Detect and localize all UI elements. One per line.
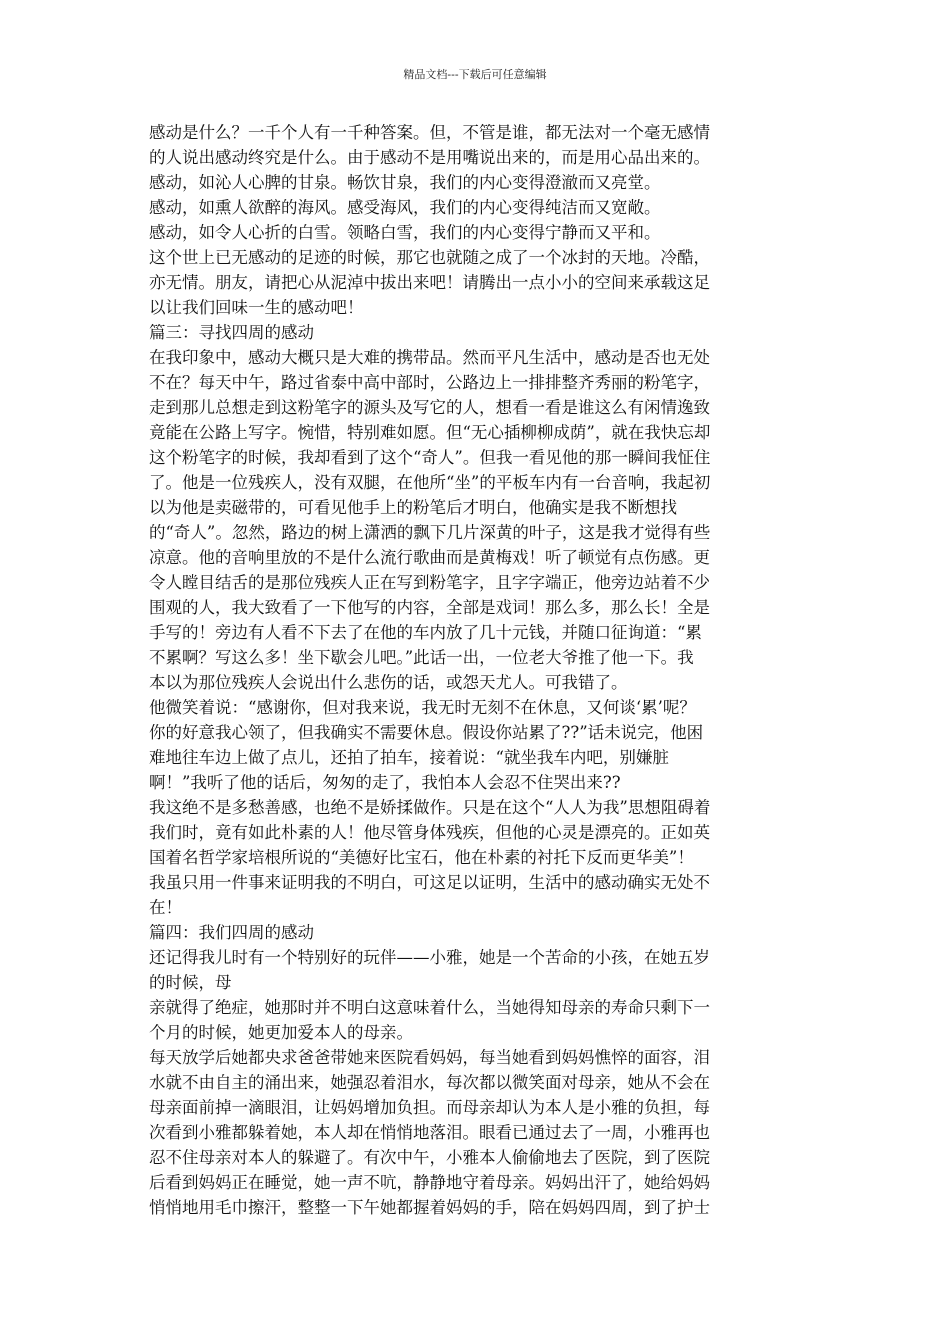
text-line: 的人说出感动终究是什么。由于感动不是用嘴说出来的，而是用心品出来的。 bbox=[149, 148, 710, 167]
text-line: 我虽只用一件事来证明我的不明白，可这足以证明，生活中的感动确实无处不 bbox=[149, 873, 710, 892]
text-line: 还记得我儿时有一个特别好的玩伴——小雅，她是一个苦命的小孩，在她五岁 bbox=[149, 948, 710, 967]
text-line: 在我印象中，感动大概只是大难的携带品。然而平凡生活中，感动是否也无处 bbox=[149, 348, 710, 367]
text-line: 凉意。他的音响里放的不是什么流行歌曲而是黄梅戏！听了顿觉有点伤感。更 bbox=[149, 548, 710, 567]
text-line: 的时候，母 bbox=[149, 973, 232, 992]
text-line: 你的好意我心领了，但我确实不需要休息。假设你站累了??”话未说完，他困 bbox=[149, 723, 704, 742]
text-line: 我这绝不是多愁善感，也绝不是娇揉做作。只是在这个“人人为我”思想阻碍着 bbox=[149, 798, 711, 817]
text-line: 亦无情。朋友，请把心从泥淖中拔出来吧！请腾出一点小小的空间来承载这足 bbox=[149, 273, 710, 292]
text-line: 悄悄地用毛巾擦汗，整整一下午她都握着妈妈的手，陪在妈妈四周，到了护士 bbox=[149, 1198, 710, 1217]
text-line: 不在？每天中午，路过省泰中高中部时，公路边上一排排整齐秀丽的粉笔字， bbox=[149, 373, 710, 392]
text-line: 本以为那位残疾人会说出什么悲伤的话，或怨天尤人。可我错了。 bbox=[149, 673, 628, 692]
text-line: 这个世上已无感动的足迹的时候，那它也就随之成了一个冰封的天地。冷酷， bbox=[149, 248, 710, 267]
text-line: 走到那儿总想走到这粉笔字的源头及写它的人，想看一看是谁这么有闲情逸致 bbox=[149, 398, 710, 417]
document-body bbox=[149, 120, 809, 1220]
text-line: 了。他是一位残疾人，没有双腿，在他所“坐”的平板车内有一台音响，我起初 bbox=[149, 473, 711, 492]
text-line: 感动，如熏人欲醉的海风。感受海风，我们的内心变得纯洁而又宽敞。 bbox=[149, 198, 661, 217]
text-line: 以让我们回味一生的感动吧！ bbox=[149, 298, 364, 317]
text-line: 令人瞠目结舌的是那位残疾人正在写到粉笔字，且字字端正，他旁边站着不少 bbox=[149, 573, 710, 592]
text-line: 国着名哲学家培根所说的“美德好比宝石，他在朴素的衬托下反而更华美”！ bbox=[149, 848, 694, 867]
page-header: 精品文档---下载后可任意编辑 bbox=[403, 68, 547, 81]
text-line: 后看到妈妈正在睡觉，她一声不吭，静静地守着母亲。妈妈出汗了，她给妈妈 bbox=[149, 1173, 710, 1192]
text-line: 个月的时候，她更加爱本人的母亲。 bbox=[149, 1023, 413, 1042]
text-line: 手写的！旁边有人看不下去了在他的车内放了几十元钱，并随口征询道：“累 bbox=[149, 623, 702, 642]
text-line: 以为他是卖磁带的，可看见他手上的粉笔后才明白，他确实是我不断想找 bbox=[149, 498, 677, 517]
section-heading-3: 篇三：寻找四周的感动 bbox=[149, 323, 314, 342]
text-line: 水就不由自主的涌出来，她强忍着泪水，每次都以微笑面对母亲，她从不会在 bbox=[149, 1073, 710, 1092]
text-line: 感动，如沁人心脾的甘泉。畅饮甘泉，我们的内心变得澄澈而又亮堂。 bbox=[149, 173, 661, 192]
text-line: 母亲面前掉一滴眼泪，让妈妈增加负担。而母亲却认为本人是小雅的负担，每 bbox=[149, 1098, 710, 1117]
text-line: 次看到小雅都躲着她，本人却在悄悄地落泪。眼看已通过去了一周，小雅再也 bbox=[149, 1123, 710, 1142]
text-line: 不累啊？写这么多！坐下歇会儿吧。”此话一出，一位老大爷推了他一下。我 bbox=[149, 648, 694, 667]
text-line: 他微笑着说：“感谢你，但对我来说，我无时无刻不在休息，又何谈‘累’呢？ bbox=[149, 698, 696, 717]
text-line: 这个粉笔字的时候，我却看到了这个“奇人”。但我一看见他的那一瞬间我怔住 bbox=[149, 448, 711, 467]
text-line: 感动是什么？一千个人有一千种答案。但，不管是谁，都无法对一个毫无感情 bbox=[149, 123, 710, 142]
text-line: 啊！”我听了他的话后，匆匆的走了，我怕本人会忍不住哭出来?? bbox=[149, 773, 621, 792]
section-heading-4: 篇四：我们四周的感动 bbox=[149, 923, 314, 942]
text-line: 我们时，竟有如此朴素的人！他尽管身体残疾，但他的心灵是漂亮的。正如英 bbox=[149, 823, 710, 842]
text-line: 难地往车边上做了点儿，还拍了拍车，接着说：“就坐我车内吧，别嫌脏 bbox=[149, 748, 669, 767]
text-line: 竟能在公路上写字。惋惜，特别难如愿。但“无心插柳柳成荫”，就在我快忘却 bbox=[149, 423, 711, 442]
text-line: 感动，如令人心折的白雪。领略白雪，我们的内心变得宁静而又平和。 bbox=[149, 223, 661, 242]
text-line: 忍不住母亲对本人的躲避了。有次中午，小雅本人偷偷地去了医院，到了医院 bbox=[149, 1148, 710, 1167]
text-line: 每天放学后她都央求爸爸带她来医院看妈妈，每当她看到妈妈憔悴的面容，泪 bbox=[149, 1048, 710, 1067]
text-line: 围观的人，我大致看了一下他写的内容，全部是戏词！那么多，那么长！全是 bbox=[149, 598, 710, 617]
text-line: 亲就得了绝症，她那时并不明白这意味着什么，当她得知母亲的寿命只剩下一 bbox=[149, 998, 710, 1017]
text-line: 的“奇人”。忽然，路边的树上潇洒的飘下几片深黄的叶子，这是我才觉得有些 bbox=[149, 523, 711, 542]
text-line: 在！ bbox=[149, 898, 182, 917]
